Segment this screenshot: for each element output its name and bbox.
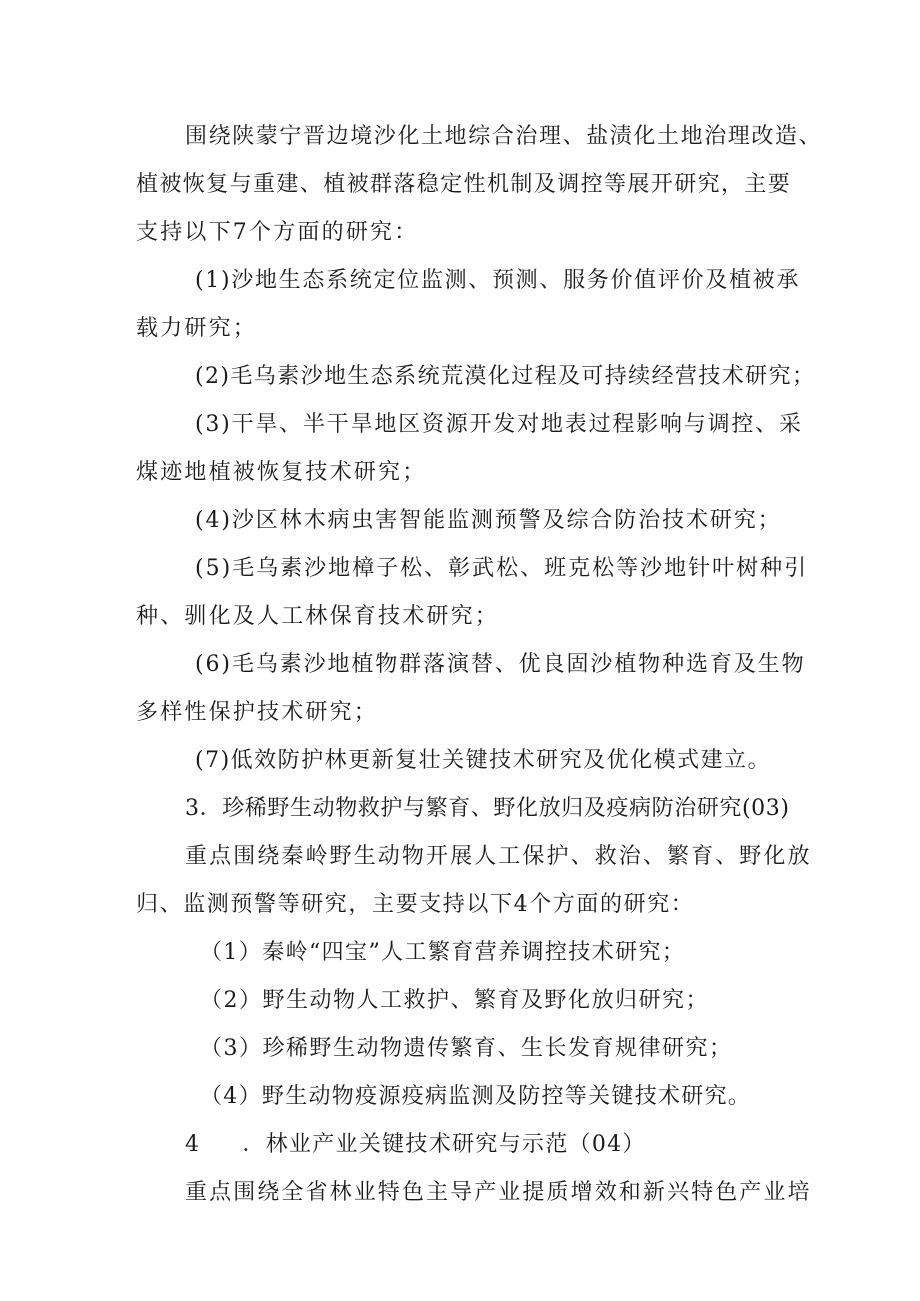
- section-3-intro-line-1: 重点围绕秦岭野生动物开展人工保护、救治、繁育、野化放: [185, 844, 812, 869]
- list-item-1-line-2: 载力研究；: [136, 316, 258, 341]
- list-item-5-line-2: 种、驯化及人工林保育技术研究；: [136, 604, 500, 629]
- list-item-3-line-1: (3)干旱、半干旱地区资源开发对地表过程影响与调控、采: [195, 412, 803, 437]
- section-4-heading: [185, 1130, 646, 1160]
- intro-paragraph-line-2: 植被恢复与重建、植被群落稳定性机制及调控等展开研究，主要: [136, 172, 792, 197]
- list-item-5-line-1: (5)毛乌素沙地樟子松、彰武松、班克松等沙地针叶树种引: [195, 556, 809, 581]
- intro-paragraph-line-3: 支持以下7个方面的研究：: [136, 220, 419, 245]
- list-item-2: (2)毛乌素沙地生态系统荒漠化过程及可持续经营技术研究；: [195, 364, 816, 389]
- list-item-7: (7)低效防护林更新复壮关键技术研究及优化模式建立。: [195, 748, 772, 773]
- section-3-intro-line-2: 归、监测预警等研究，主要支持以下4个方面的研究：: [136, 892, 695, 917]
- section-4-heading-number: 4: [185, 1132, 201, 1157]
- section-3-item-3: （3）珍稀野生动物遗传繁育、生长发育规律研究；: [200, 1036, 733, 1061]
- section-4-heading-text: ．林业产业关键技术研究与示范（04）: [242, 1132, 646, 1157]
- list-item-6-line-2: 多样性保护技术研究；: [136, 700, 379, 725]
- section-3-item-2: （2）野生动物人工救护、繁育及野化放归研究；: [200, 988, 709, 1013]
- list-item-6-line-1: (6)毛乌素沙地植物群落演替、优良固沙植物种选育及生物: [195, 652, 806, 677]
- section-4-intro-line-1: 重点围绕全省林业特色主导产业提质增效和新兴特色产业培: [185, 1180, 812, 1205]
- section-3-item-4: （4）野生动物疫源疫病监测及防控等关键技术研究。: [200, 1084, 752, 1109]
- section-3-heading: 3．珍稀野生动物救护与繁育、野化放归及疫病防治研究(03): [185, 796, 790, 821]
- list-item-4: (4)沙区林木病虫害智能监测预警及综合防治技术研究；: [195, 508, 782, 533]
- section-3-item-1: （1）秦岭“四宝”人工繁育营养调控技术研究；: [200, 940, 686, 965]
- list-item-3-line-2: 煤迹地植被恢复技术研究；: [136, 460, 427, 485]
- intro-paragraph-line-1: 围绕陕蒙宁晋边境沙化土地综合治理、盐渍化土地治理改造、: [185, 124, 823, 149]
- list-item-1-line-1: (1)沙地生态系统定位监测、预测、服务价值评价及植被承: [195, 268, 801, 293]
